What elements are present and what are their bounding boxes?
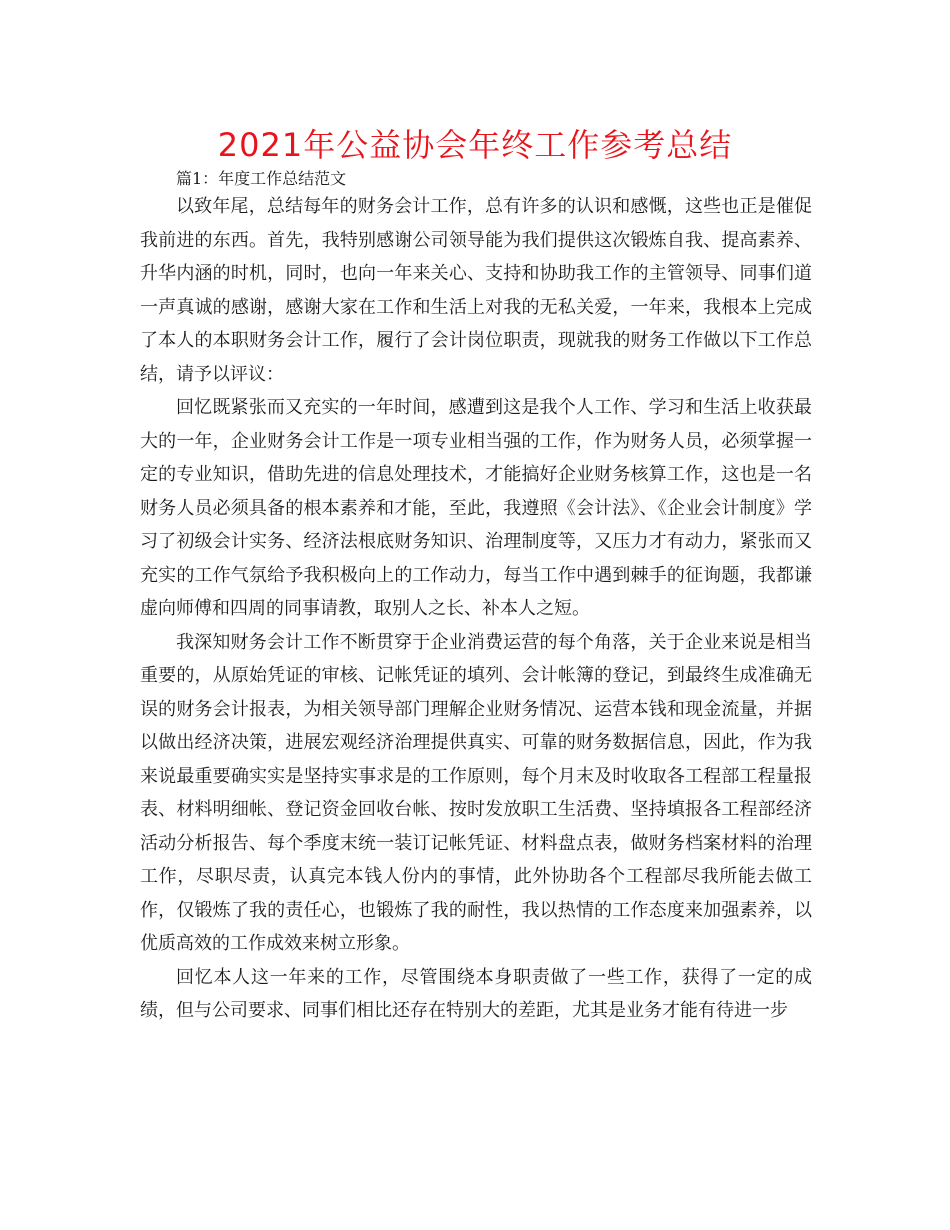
document-title: 2021年公益协会年终工作参考总结 <box>217 126 733 164</box>
paragraph: 以致年尾，总结每年的财务会计工作，总有许多的认识和感慨，这些也正是催促我前进的东西。首先，我特别感谢公司领导能为我们提供这次锻炼自我、提高素养、升华内涵的时机，同时，也向一年来关心、支持和协助我工作的主管领导、同事们道一声真诚的感谢，感谢大家在工作和生活上对我的无私关爱，一年来，我根本上完成了本人的本职财务会计工作，履行了会计岗位职责，现就我的财务工作做以下工作总结，请予以评议： <box>140 196 812 385</box>
document-body <box>140 168 812 1028</box>
paragraph: 回忆本人这一年来的工作，尽管围绕本身职责做了一些工作，获得了一定的成绩，但与公司要求、同事们相比还存在特别大的差距，尤其是业务才能有待进一步 <box>140 966 812 1021</box>
section-subtitle: 篇1：年度工作总结范文 <box>176 169 347 188</box>
paragraph: 回忆既紧张而又充实的一年时间，感遭到这是我个人工作、学习和生活上收获最大的一年，企业财务会计工作是一项专业相当强的工作，作为财务人员，必须掌握一定的专业知识，借助先进的信息处理技术，才能搞好企业财务核算工作，这也是一名财务人员必须具备的根本素养和才能，至此，我遵照《会计法》、《企业会计制度》学习了初级会计实务、经济法根底财务知识、治理制度等，又压力才有动力，紧张而又充实的工作气氛给予我积极向上的工作动力，每当工作中遇到棘手的征询题，我都谦虚向师傅和四周的同事请教，取别人之长、补本人之短。 <box>140 397 812 619</box>
paragraph: 我深知财务会计工作不断贯穿于企业消费运营的每个角落，关于企业来说是相当重要的，从原始凭证的审核、记帐凭证的填列、会计帐簿的登记，到最终生成准确无误的财务会计报表，为相关领导部门理解企业财务情况、运营本钱和现金流量，并据以做出经济决策，进展宏观经济治理提供真实、可靠的财务数据信息，因此，作为我来说最重要确实实是坚持实事求是的工作原则，每个月末及时收取各工程部工程量报表、材料明细帐、登记资金回收台帐、按时发放职工生活费、坚持填报各工程部经济活动分析报告、每个季度末统一装订记帐凭证、材料盘点表，做财务档案材料的治理工作，尽职尽责，认真完本钱人份内的事情，此外协助各个工程部尽我所能去做工作，仅锻炼了我的责任心，也锻炼了我的耐性，我以热情的工作态度来加强素养，以优质高效的工作成效来树立形象。 <box>140 631 812 954</box>
